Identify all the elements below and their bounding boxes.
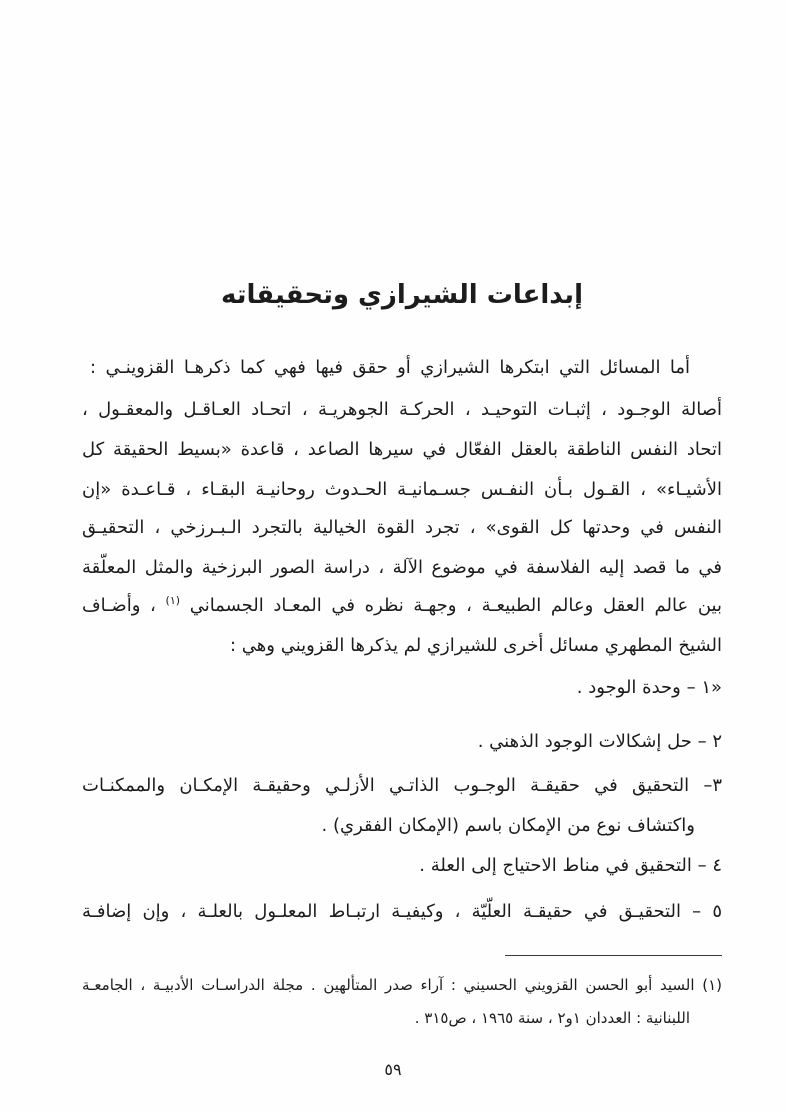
body-line: أما المسائل التي ابتكرها الشيرازي أو حقق فيها فهي كما ذكرهـا القزوينـي :	[90, 357, 690, 378]
body-line: الشيخ المطهري مسائل أخرى للشيرازي لم يذكرها القزويني وهي :	[230, 635, 722, 656]
list-item: ٢ – حل إشكالات الوجود الذهني .	[477, 731, 722, 752]
list-item: ٤ – التحقيق في مناط الاحتياج إلى العلة .	[419, 855, 722, 876]
body-line: النفس في وحدتها كل القوى» ، تجرد القوة الخيالية بالتجرد الـبـرزخي ، التحقيـق	[82, 517, 722, 538]
footnote-line: اللبنانية : العددان ١و٢ ، سنة ١٩٦٥ ، ص٣١٥ .	[414, 1009, 690, 1027]
list-item: «١ – وحدة الوجود .	[576, 677, 722, 698]
footnote-line: (١) السيد أبو الحسن القزويني الحسيني : آراء صدر المتألهين . مجلة الدراسـات الأدبيـة ، الجامعـة	[82, 976, 722, 994]
list-item: ٥ – التحقيـق في حقيقـة العلّيّة ، وكيفيـة ارتبـاط المعلـول بالعلـة ، وإن إضافـة	[82, 901, 722, 922]
body-line	[82, 591, 722, 621]
list-item: ٣– التحقيق في حقيقـة الوجـوب الذاتـي الأزلـي وحقيقـة الإمكـان والممكنـات	[82, 775, 722, 796]
body-line-text: بين عالم العقل وعالم الطبيعـة ، وجهـة نظره في المعـاد الجسماني	[189, 595, 722, 616]
body-line: اتحاد النفس الناطقة بالعقل الفعّال في سيرها الصاعد ، قاعدة «بسيط الحقيقة كل	[82, 439, 722, 460]
footnote-separator	[505, 955, 722, 956]
page-title: إبداعات الشيرازي وتحقيقاته	[221, 280, 583, 310]
body-line: في ما قصد إليه الفلاسفة في موضوع الآلة ، دراسة الصور البرزخية والمثل المعلّقة	[82, 557, 722, 578]
body-line-text: ، وأضـاف	[82, 595, 156, 616]
footnote-reference: (١)	[165, 594, 181, 607]
list-item-continuation: واكتشاف نوع من الإمكان باسم (الإمكان الفقري) .	[321, 815, 695, 836]
body-line: الأشيـاء» ، القـول بـأن النفـس جسـمانيـة الحـدوث روحانيـة البقـاء ، قـاعـدة «إن	[82, 479, 722, 500]
page-number: ٥٩	[384, 1060, 402, 1079]
body-line: أصالة الوجـود ، إثبـات التوحيـد ، الحركـة الجوهريـة ، اتحـاد العـاقـل والمعقـول ،	[82, 399, 722, 420]
